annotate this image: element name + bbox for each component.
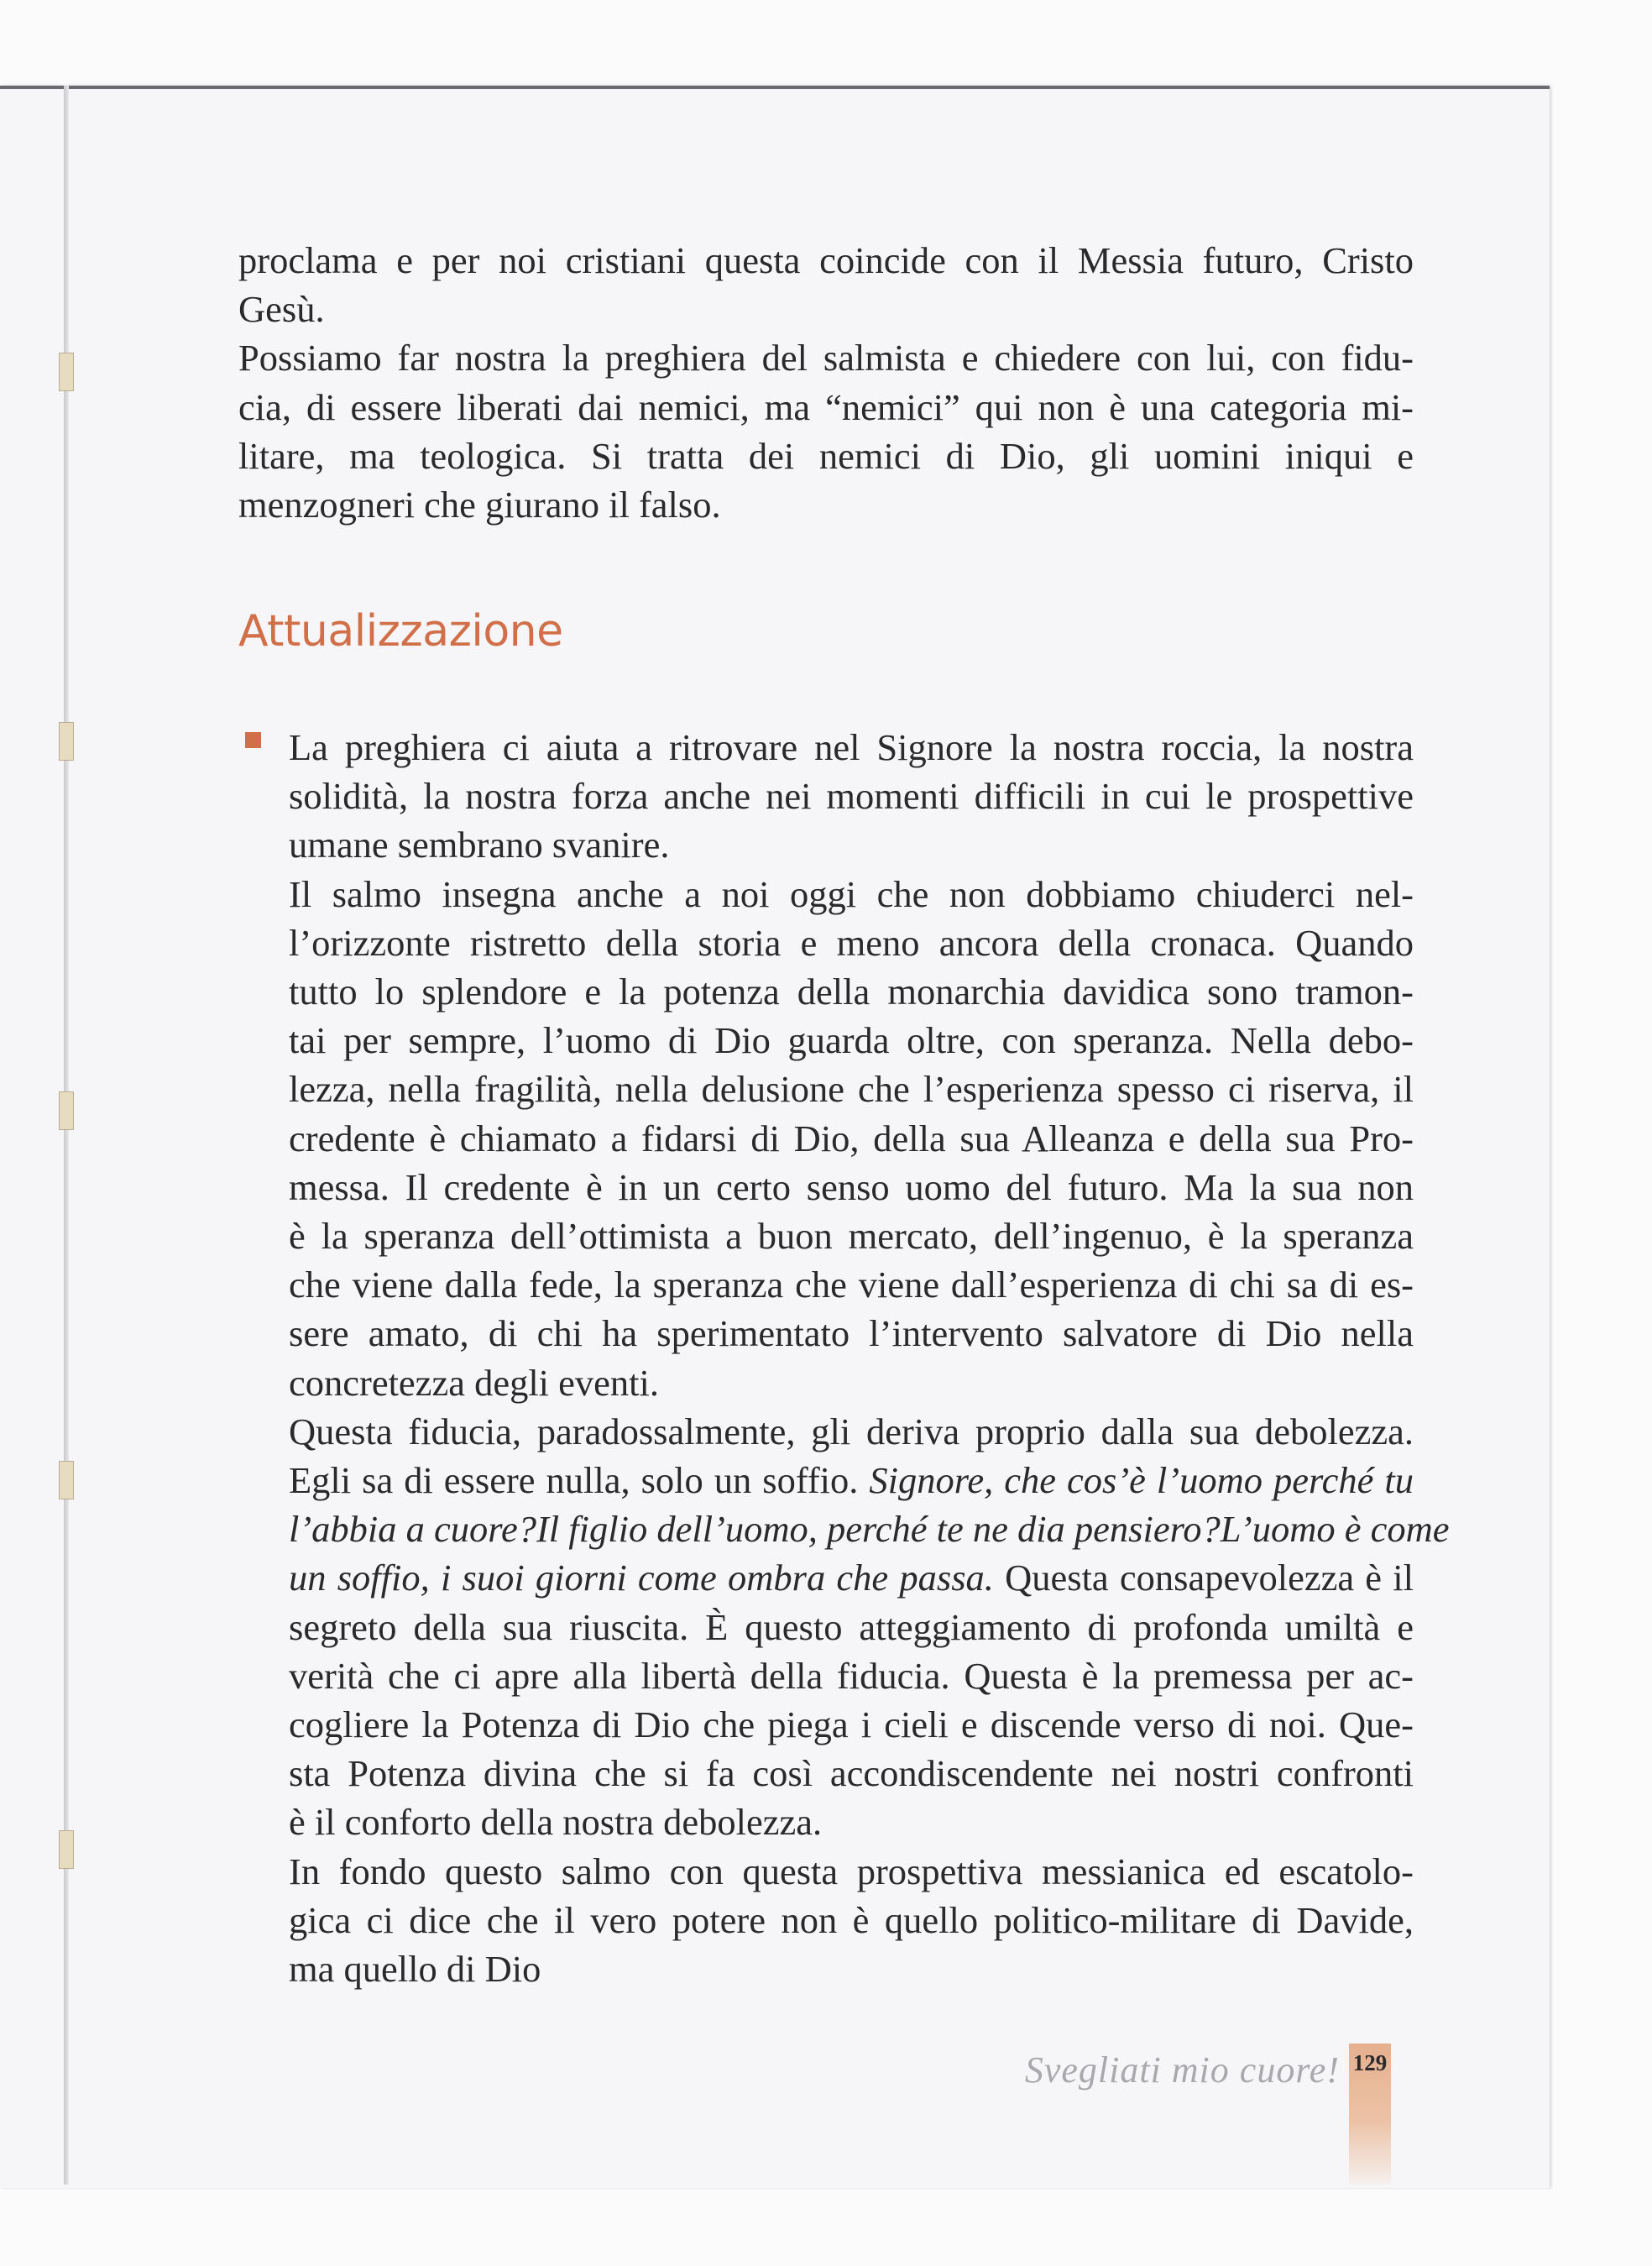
text-segment: che viene dalla fede, la speranza che viene dall’esperienza di chi sa di es- (289, 1264, 1414, 1306)
text-segment: In fondo questo salmo con questa prospettiva messianica ed escatolo- (289, 1850, 1414, 1892)
page-number: 129 (1352, 2050, 1388, 2075)
text-line (289, 1798, 1414, 1846)
text-segment: tutto lo splendore e la potenza della monarchia davidica sono tramon- (289, 971, 1414, 1013)
text-segment: sere amato, di chi ha sperimentato l’intervento salvatore di Dio nella (289, 1312, 1414, 1355)
text-segment: verità che ci apre alla libertà della fiducia. Questa è la premessa per ac- (289, 1654, 1414, 1697)
text-segment: Questa fiducia, paradossalmente, gli deriva proprio dalla sua debolezza. (289, 1410, 1414, 1452)
text-line (238, 480, 1414, 529)
text-line (289, 723, 1414, 772)
text-line (289, 1309, 1414, 1358)
text-line (238, 383, 1414, 432)
text-segment: Gesù. (238, 288, 325, 331)
text-line (289, 1553, 1414, 1602)
bullet-square-icon (245, 732, 261, 748)
text-line (289, 1896, 1414, 1944)
text-segment: è la speranza dell’ottimista a buon mercato, dell’ingenuo, è la speranza (289, 1215, 1414, 1257)
text-segment: Possiamo far nostra la preghiera del salmista e chiedere con lui, con fidu- (238, 337, 1414, 379)
text-segment: litare, ma teologica. Si tratta dei nemici di Dio, gli uomini iniqui e (238, 434, 1414, 477)
running-footer-title: Svegliati mio cuore! (1024, 2049, 1340, 2091)
text-line (289, 1016, 1414, 1065)
text-line (289, 1847, 1414, 1896)
text-line (289, 1163, 1414, 1211)
section-heading: Attualizzazione (238, 606, 563, 657)
text-line (289, 918, 1414, 967)
book-spine (64, 86, 69, 2185)
text-line (289, 1651, 1414, 1700)
text-segment: menzogneri che giurano il falso. (238, 484, 721, 526)
italic-quote: un soffio, i suoi giorni come ombra che passa. (289, 1557, 994, 1599)
text-line (289, 1065, 1414, 1113)
binding-stitch (59, 1830, 74, 1869)
text-line (289, 1456, 1414, 1505)
text-line (289, 967, 1414, 1016)
text-segment: sta Potenza divina che si fa così accondiscendente nei nostri confronti (289, 1752, 1414, 1795)
text-line (289, 870, 1414, 918)
text-segment: Egli sa di essere nulla, solo un soffio. (289, 1459, 870, 1501)
text-segment: è il conforto della nostra debolezza. (289, 1801, 823, 1844)
text-line (238, 333, 1414, 382)
text-line (289, 1603, 1414, 1651)
text-segment: cogliere la Potenza di Dio che piega i cieli e discende verso di noi. Que- (289, 1703, 1414, 1745)
text-segment: messa. Il credente è in un certo senso uomo del futuro. Ma la sua non (289, 1165, 1414, 1208)
text-line (289, 1944, 1414, 1993)
text-line (289, 1260, 1414, 1309)
text-segment: concretezza degli eventi. (289, 1361, 660, 1404)
text-segment: solidità, la nostra forza anche nei momenti difficili in cui le prospettive (289, 775, 1414, 818)
text-line (238, 236, 1414, 285)
text-segment: cia, di essere liberati dai nemici, ma “nemici” qui non è una categoria mi- (238, 385, 1414, 428)
text-segment: Il salmo insegna anche a noi oggi che non dobbiamo chiuderci nel- (289, 872, 1414, 915)
text-line (238, 285, 1414, 333)
text-line (289, 1114, 1414, 1163)
text-segment: credente è chiamato a fidarsi di Dio, della sua Alleanza e della sua Pro- (289, 1117, 1414, 1159)
page-number-tab (1349, 2044, 1391, 2185)
text-line (289, 1211, 1414, 1260)
text-line (289, 772, 1414, 820)
text-line (289, 1700, 1414, 1749)
text-segment: proclama e per noi cristiani questa coincide con il Messia futuro, Cristo (238, 239, 1414, 281)
italic-quote: Signore, che cos’è l’uomo perché tu (869, 1459, 1414, 1501)
binding-stitch (59, 1461, 74, 1499)
text-line (289, 1505, 1450, 1553)
binding-stitch (59, 353, 74, 391)
text-segment: gica ci dice che il vero potere non è quello politico-militare di Davide, (289, 1898, 1414, 1941)
text-segment: ma quello di Dio (289, 1948, 541, 1990)
binding-stitch (59, 1091, 74, 1130)
text-line (289, 1407, 1414, 1456)
text-line (289, 820, 1414, 869)
text-segment: lezza, nella fragilità, nella delusione che l’esperienza spesso ci riserva, il (289, 1068, 1414, 1111)
text-segment: Questa consapevolezza è il (993, 1557, 1414, 1599)
binding-stitch (59, 722, 74, 761)
text-segment: umane sembrano svanire. (289, 824, 670, 866)
text-segment: tai per sempre, l’uomo di Dio guarda oltre, con speranza. Nella debo- (289, 1019, 1414, 1062)
text-line (238, 432, 1414, 480)
text-segment: La preghiera ci aiuta a ritrovare nel Signore la nostra roccia, la nostra (289, 726, 1414, 768)
text-segment: segreto della sua riuscita. È questo atteggiamento di profonda umiltà e (289, 1605, 1414, 1648)
text-line (289, 1749, 1414, 1798)
text-line (289, 1358, 1414, 1407)
text-segment: l’orizzonte ristretto della storia e meno ancora della cronaca. Quando (289, 921, 1414, 964)
italic-quote: l’abbia a cuore?Il figlio dell’uomo, perché te ne dia pensiero?L’uomo è come (289, 1508, 1450, 1551)
